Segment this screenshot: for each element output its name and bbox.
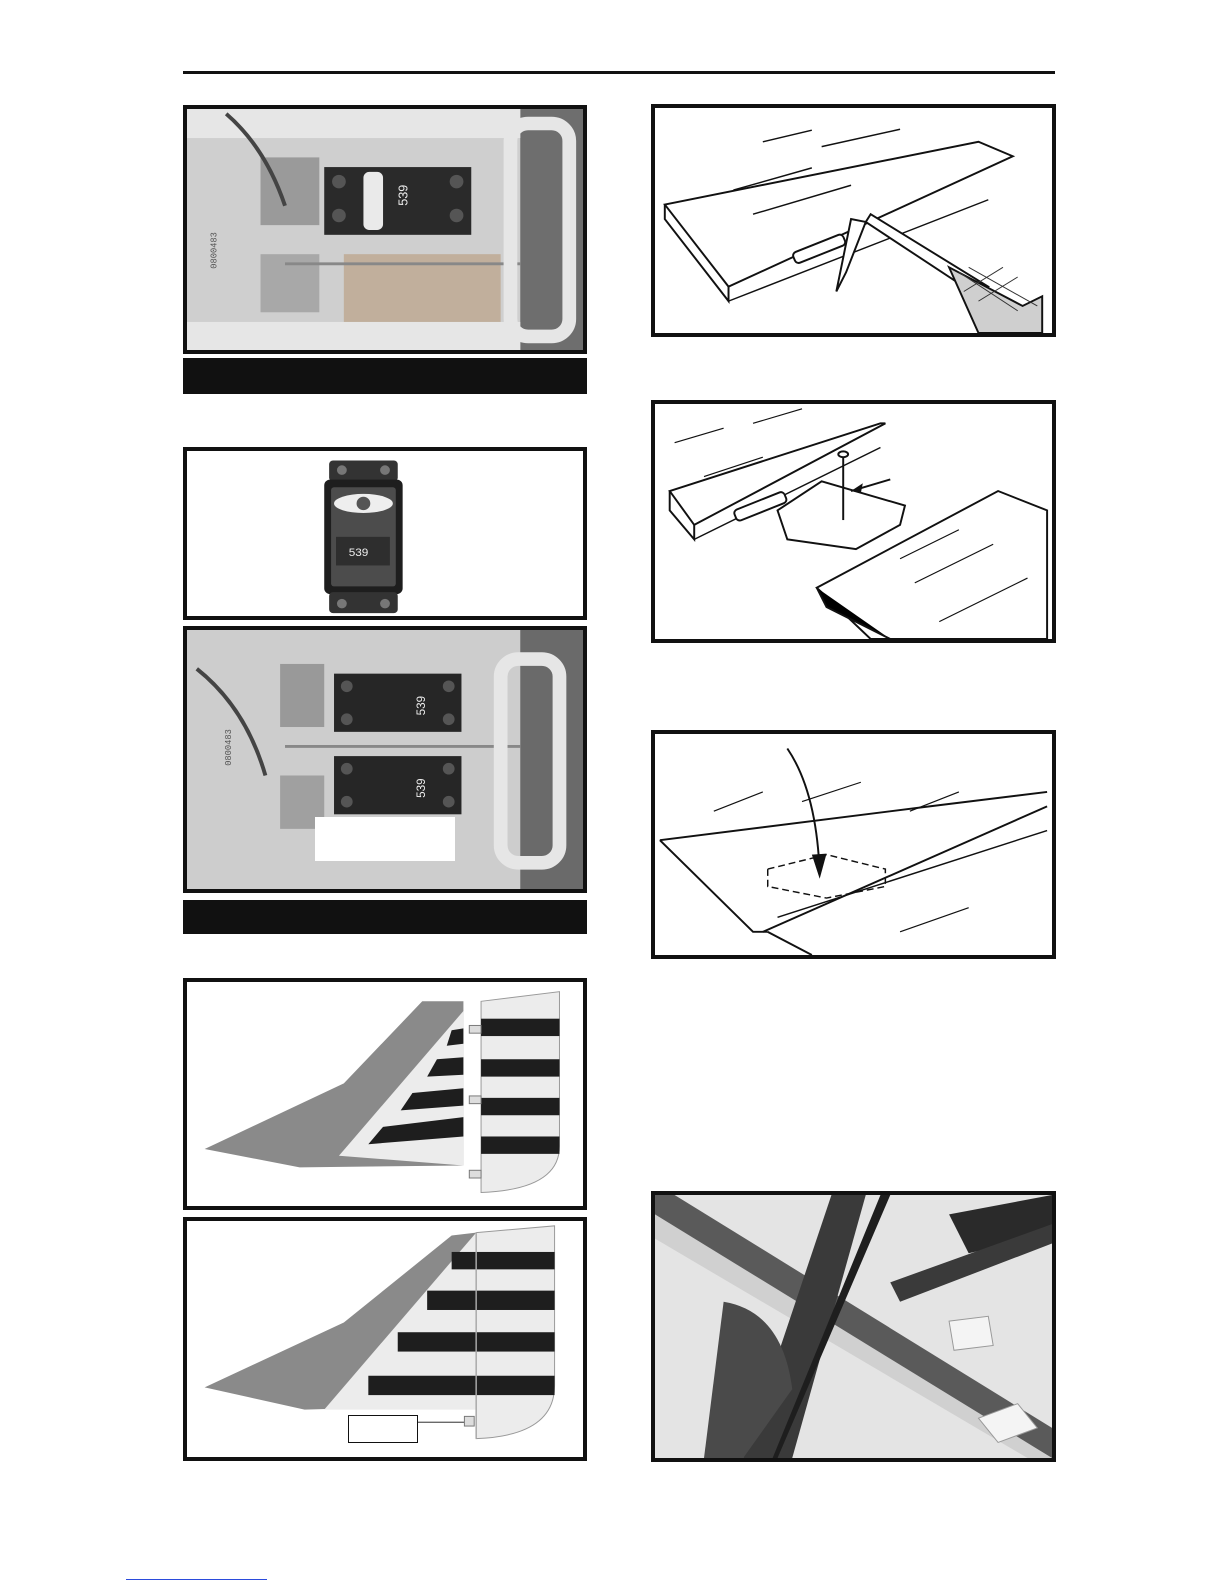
figure-label-box bbox=[348, 1415, 418, 1443]
figure-caption-bar bbox=[183, 358, 587, 394]
figure-caption-bar bbox=[183, 900, 587, 934]
hinge-slot-cutting-illustration bbox=[651, 104, 1056, 337]
footer-link-underline bbox=[126, 1579, 267, 1580]
hinge-pin-insertion-illustration bbox=[651, 400, 1056, 643]
servo-number-label-top: 539 bbox=[415, 695, 429, 716]
serial-label: 0800483 bbox=[209, 232, 220, 269]
serial-label: 0800483 bbox=[224, 729, 235, 766]
servo-closeup-photo bbox=[183, 447, 587, 620]
servo-number-label: 539 bbox=[348, 546, 369, 559]
tail-hinge-closeup-photo bbox=[651, 1191, 1056, 1462]
figure-label-box bbox=[315, 817, 455, 861]
fuselage-servo-photo bbox=[183, 105, 587, 354]
header-rule bbox=[183, 71, 1055, 74]
servo-number-label: 539 bbox=[396, 184, 411, 206]
fin-rudder-separated-photo bbox=[183, 978, 587, 1210]
hinge-alignment-illustration bbox=[651, 730, 1056, 959]
servo-number-label-bottom: 539 bbox=[415, 778, 429, 798]
